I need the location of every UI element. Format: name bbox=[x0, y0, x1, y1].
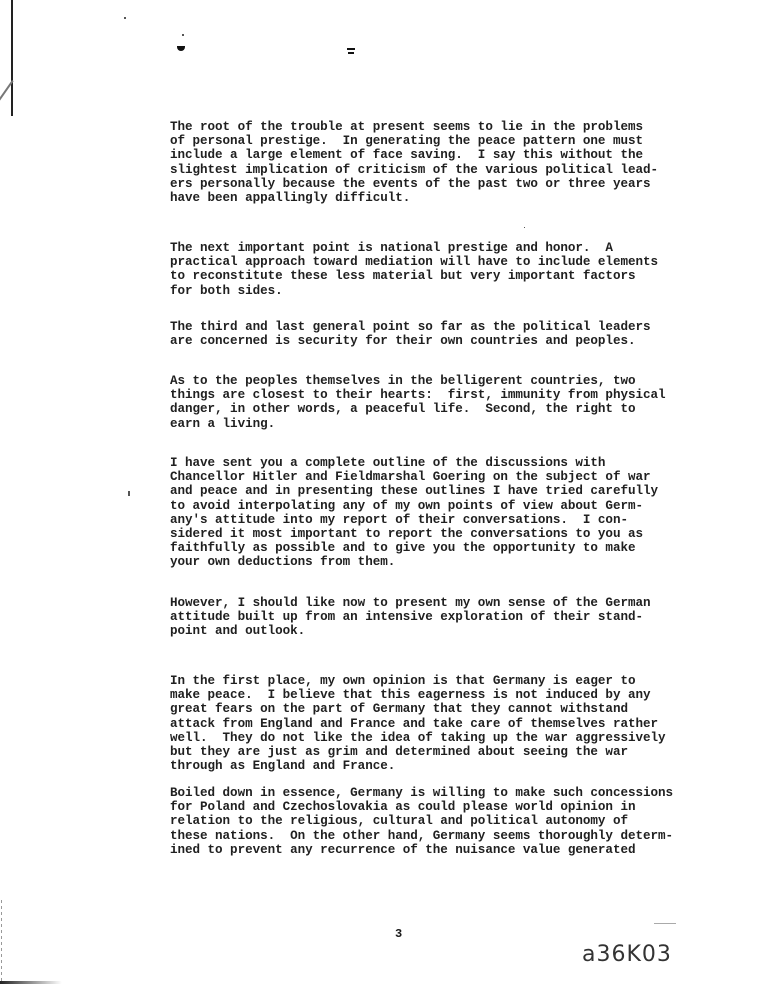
text-line: ers personally because the events of the past two or three years bbox=[170, 176, 651, 191]
text-line: faithfully as possible and to give you the opportunity to make bbox=[170, 541, 636, 556]
text-line: danger, in other words, a peaceful life. Second, the right to bbox=[170, 402, 636, 417]
page-number: 3 bbox=[395, 927, 403, 941]
text-line: these nations. On the other hand, Germany seems thoroughly determ- bbox=[170, 828, 674, 843]
text-line: make peace. I believe that this eagerness is not induced by any bbox=[170, 688, 651, 703]
text-line: slightest implication of criticism of the various political lead- bbox=[170, 162, 658, 177]
text-line: relation to the religious, cultural and political autonomy of bbox=[170, 814, 628, 829]
scan-speck bbox=[124, 17, 126, 19]
text-line: sidered it most important to report the conversations to you as bbox=[170, 527, 643, 542]
text-line: things are closest to their hearts: first, immunity from physical bbox=[170, 388, 666, 403]
paragraph-concessions bbox=[170, 786, 673, 857]
text-line: The next important point is national prestige and honor. A bbox=[170, 241, 613, 255]
text-line: The third and last general point so far as the political leaders bbox=[170, 320, 651, 334]
text-line: of personal prestige. In generating the peace pattern one must bbox=[170, 134, 643, 149]
paragraph-personal-prestige bbox=[170, 120, 658, 205]
text-line: to avoid interpolating any of my own points of view about Germ- bbox=[170, 498, 643, 513]
scan-speck bbox=[128, 491, 130, 496]
text-line: ined to prevent any recurrence of the nuisance value generated bbox=[170, 842, 636, 857]
text-line: for both sides. bbox=[170, 283, 283, 298]
text-line: As to the peoples themselves in the belligerent countries, two bbox=[170, 374, 636, 388]
paragraph-eager-for-peace bbox=[170, 674, 666, 773]
paragraph-security bbox=[170, 320, 650, 348]
text-line: any's attitude into my report of their conversations. I con- bbox=[170, 512, 628, 527]
text-line: The root of the trouble at present seems to lie in the problems bbox=[170, 120, 643, 134]
ink-mark bbox=[348, 52, 354, 54]
paragraph-german-attitude bbox=[170, 596, 650, 639]
ink-mark bbox=[347, 48, 355, 50]
text-line: In the first place, my own opinion is that Germany is eager to bbox=[170, 674, 636, 688]
paragraph-outline-discussions bbox=[170, 456, 658, 570]
text-line: to reconstitute these less material but very important factors bbox=[170, 269, 636, 284]
text-line: have been appallingly difficult. bbox=[170, 191, 411, 206]
text-line: I have sent you a complete outline of the discussions with bbox=[170, 456, 606, 470]
text-line: attitude built up from an intensive exploration of their stand- bbox=[170, 610, 643, 625]
scan-edge-bottom bbox=[0, 981, 62, 984]
text-line: include a large element of face saving. I say this without the bbox=[170, 148, 643, 163]
scan-speck bbox=[182, 34, 184, 36]
paragraph-national-prestige bbox=[170, 241, 658, 298]
text-line: However, I should like now to present my own sense of the German bbox=[170, 596, 651, 610]
paragraph-peoples bbox=[170, 374, 666, 431]
text-line: and peace and in presenting these outlines I have tried carefully bbox=[170, 484, 658, 499]
text-line: great fears on the part of Germany that they cannot withstand bbox=[170, 702, 628, 717]
scan-speck bbox=[524, 227, 525, 228]
handwritten-archive-id: a36K03 bbox=[582, 942, 672, 967]
text-line: earn a living. bbox=[170, 416, 276, 431]
text-line: well. They do not like the idea of taking up the war aggressively bbox=[170, 730, 666, 745]
text-line: for Poland and Czechoslovakia as could please world opinion in bbox=[170, 800, 636, 815]
ink-mark bbox=[177, 46, 185, 51]
text-line: practical approach toward mediation will have to include elements bbox=[170, 255, 658, 270]
scan-edge-bottom-vertical bbox=[1, 900, 2, 984]
scan-edge-left bbox=[11, 0, 13, 116]
text-line: your own deductions from them. bbox=[170, 555, 396, 570]
text-line: Boiled down in essence, Germany is willing to make such concessions bbox=[170, 786, 674, 800]
text-line: Chancellor Hitler and Fieldmarshal Goering on the subject of war bbox=[170, 470, 651, 485]
faint-pencil-line bbox=[654, 923, 676, 924]
text-line: attack from England and France and take care of themselves rather bbox=[170, 716, 658, 731]
text-line: but they are just as grim and determined about seeing the war bbox=[170, 745, 628, 760]
text-line: point and outlook. bbox=[170, 624, 306, 639]
text-line: through as England and France. bbox=[170, 759, 396, 774]
text-line: are concerned is security for their own countries and peoples. bbox=[170, 334, 636, 349]
